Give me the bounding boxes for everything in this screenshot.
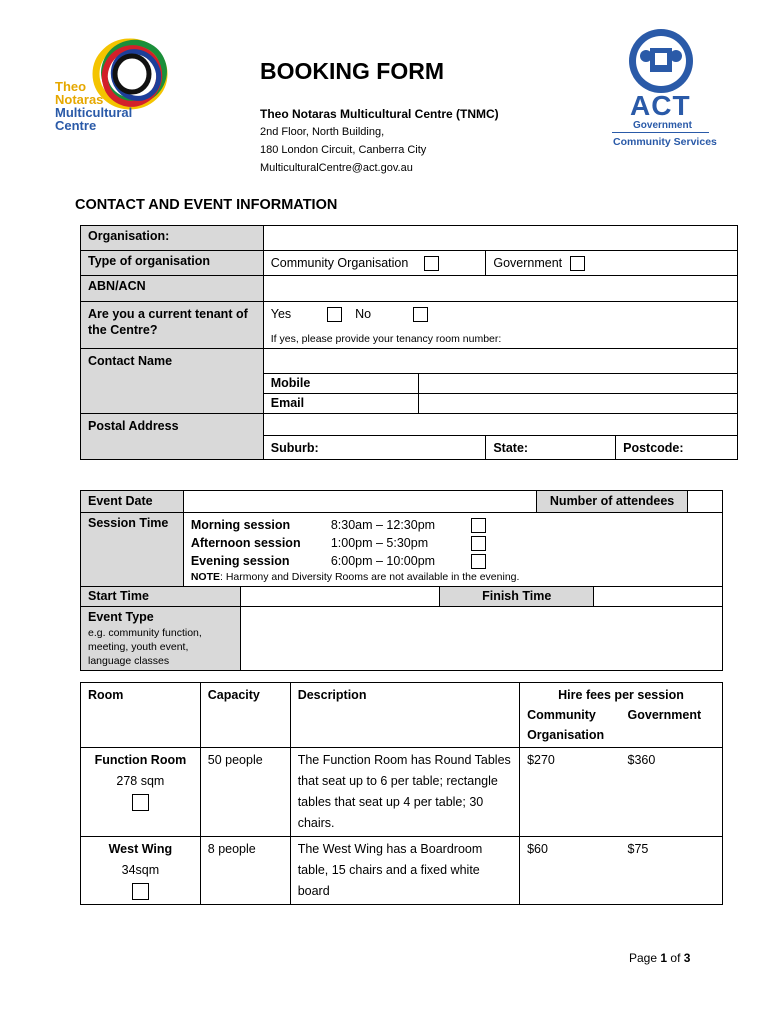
room-description: The Function Room has Round Tables that seat up to 6 per table; rectangle tables that seat up 4 per table; 30 chairs.	[290, 748, 519, 837]
event-type-hint: e.g. community function, meeting, youth event, language classes	[88, 627, 202, 667]
room-header: Room	[81, 683, 201, 748]
event-type-field[interactable]	[240, 607, 722, 671]
session-name: Morning session	[190, 518, 291, 532]
capacity-header: Capacity	[200, 683, 290, 748]
page-total: 3	[683, 951, 691, 965]
event-type-cell	[81, 607, 241, 671]
type-community-cell	[263, 251, 486, 276]
type-government-label: Government	[493, 255, 563, 270]
community-fee: $60	[520, 837, 621, 905]
yes-label: Yes	[270, 307, 292, 321]
room-size: 278 sqm	[116, 774, 165, 788]
government-fee: $360	[621, 748, 723, 837]
org-name: Theo Notaras Multicultural Centre (TNMC)	[260, 107, 499, 121]
room-name-cell	[81, 748, 201, 837]
logo-line: Centre	[55, 118, 97, 133]
logo-line: Notaras	[55, 92, 104, 107]
room-name-cell	[81, 837, 201, 905]
address-line: 2nd Floor, North Building,	[260, 126, 385, 138]
description-header: Description	[290, 683, 519, 748]
government-fee: $75	[621, 837, 723, 905]
attendees-field[interactable]	[687, 491, 722, 513]
tnmc-logo	[52, 36, 182, 140]
finish-time-label: Finish Time	[440, 587, 594, 607]
rooms-table	[80, 682, 723, 905]
logo-line: Multicultural	[55, 105, 133, 120]
act-government-text: Government	[633, 120, 692, 131]
organisation-field[interactable]	[263, 226, 737, 251]
tenant-label: Are you a current tenant of the Centre?	[81, 302, 264, 349]
email-label: Email	[263, 394, 418, 414]
organisation-label: Organisation:	[81, 226, 264, 251]
evening-checkbox[interactable]	[471, 554, 486, 569]
postcode-label: Postcode:	[616, 436, 738, 460]
event-date-field[interactable]	[183, 491, 536, 513]
finish-time-field[interactable]	[594, 587, 723, 607]
email-field[interactable]	[418, 394, 737, 414]
room-size: 34sqm	[121, 863, 160, 877]
yes-checkbox[interactable]	[327, 307, 342, 322]
abn-label: ABN/ACN	[81, 276, 264, 302]
morning-checkbox[interactable]	[471, 518, 486, 533]
session-time: 6:00pm – 10:00pm	[330, 554, 436, 568]
page-word: Page	[629, 951, 658, 965]
function-room-checkbox[interactable]	[132, 794, 149, 811]
event-table	[80, 490, 723, 671]
event-type-label: Event Type	[88, 610, 154, 624]
room-description: The West Wing has a Boardroom table, 15 chairs and a fixed white board	[290, 837, 519, 905]
session-time-label: Session Time	[81, 513, 184, 587]
postal-field[interactable]	[263, 414, 737, 436]
type-label: Type of organisation	[81, 251, 264, 276]
contact-name-label: Contact Name	[81, 349, 264, 414]
table-row	[81, 837, 723, 905]
start-time-field[interactable]	[240, 587, 440, 607]
note-label: NOTE	[190, 571, 221, 583]
table-row	[81, 748, 723, 837]
fees-header: Hire fees per session	[520, 683, 723, 706]
room-capacity: 8 people	[200, 837, 290, 905]
postal-label: Postal Address	[81, 414, 264, 460]
address-email: MulticulturalCentre@act.gov.au	[260, 162, 413, 174]
room-name: West Wing	[108, 842, 173, 856]
room-capacity: 50 people	[200, 748, 290, 837]
start-time-label: Start Time	[81, 587, 241, 607]
act-text: ACT	[630, 90, 691, 121]
logo-line: Theo	[55, 79, 87, 94]
tenancy-note: If yes, please provide your tenancy room number:	[270, 333, 502, 346]
page-current: 1	[660, 951, 668, 965]
page-of: of	[670, 951, 681, 965]
page-number	[629, 950, 690, 966]
suburb-label: Suburb:	[263, 436, 486, 460]
section-title: CONTACT AND EVENT INFORMATION	[75, 197, 338, 213]
afternoon-checkbox[interactable]	[471, 536, 486, 551]
community-header: Community Organisation	[520, 705, 621, 748]
no-checkbox[interactable]	[413, 307, 428, 322]
tenant-cell	[263, 302, 737, 349]
community-checkbox[interactable]	[424, 256, 439, 271]
address-line: 180 London Circuit, Canberra City	[260, 144, 427, 156]
evening-note	[191, 570, 715, 584]
contact-table	[80, 225, 738, 460]
session-name: Afternoon session	[190, 536, 301, 550]
room-name: Function Room	[94, 753, 187, 767]
event-date-label: Event Date	[81, 491, 184, 513]
contact-name-field[interactable]	[263, 349, 737, 374]
session-time: 8:30am – 12:30pm	[330, 518, 436, 532]
state-label: State:	[486, 436, 616, 460]
abn-field[interactable]	[263, 276, 737, 302]
session-name: Evening session	[190, 554, 290, 568]
session-time: 1:00pm – 5:30pm	[330, 536, 429, 550]
attendees-label: Number of attendees	[537, 491, 688, 513]
mobile-label: Mobile	[263, 374, 418, 394]
act-crest-icon	[626, 26, 696, 96]
government-header: Government	[621, 705, 723, 748]
type-government-cell	[486, 251, 738, 276]
act-dept-text: Community Services	[613, 136, 717, 148]
session-cell	[183, 513, 722, 587]
mobile-field[interactable]	[418, 374, 737, 394]
page-title: BOOKING FORM	[260, 58, 444, 84]
community-fee: $270	[520, 748, 621, 837]
note-text: : Harmony and Diversity Rooms are not available in the evening.	[220, 571, 520, 583]
type-community-label: Community Organisation	[270, 255, 409, 270]
government-checkbox[interactable]	[570, 256, 585, 271]
west-wing-checkbox[interactable]	[132, 883, 149, 900]
no-label: No	[355, 307, 372, 321]
act-government-logo	[605, 24, 715, 154]
